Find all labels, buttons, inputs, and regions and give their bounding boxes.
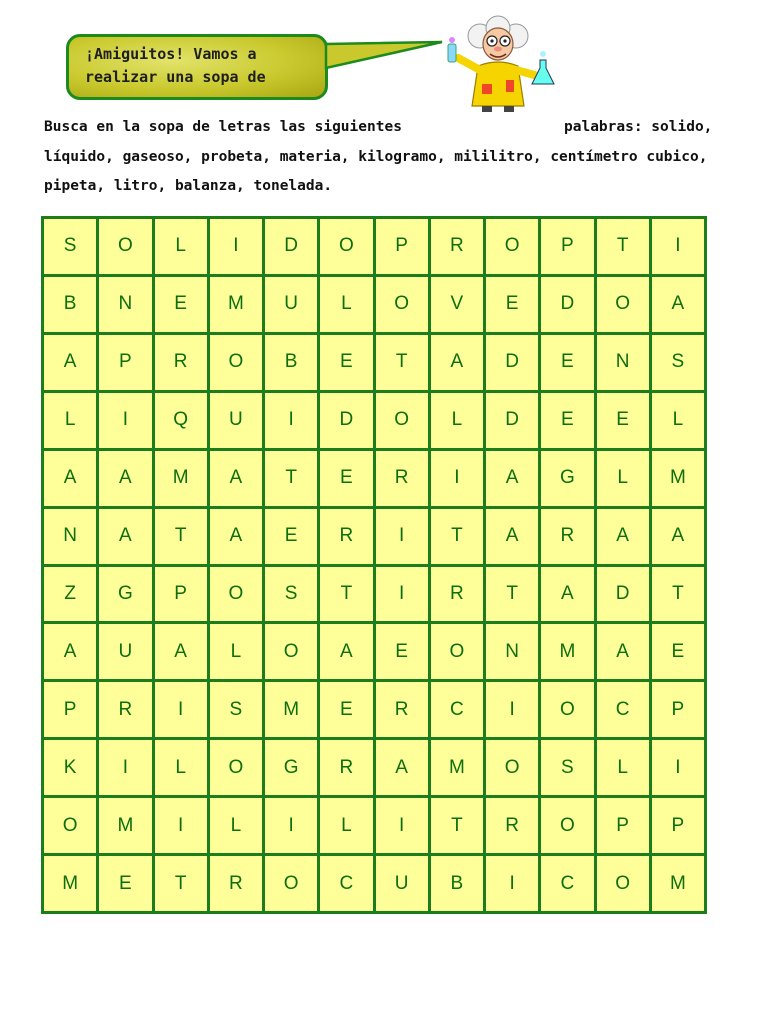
grid-cell[interactable]: M bbox=[652, 856, 704, 911]
grid-cell[interactable]: Q bbox=[155, 393, 207, 448]
grid-cell[interactable]: O bbox=[210, 740, 262, 795]
grid-cell[interactable]: T bbox=[265, 451, 317, 506]
grid-cell[interactable]: A bbox=[320, 624, 372, 679]
grid-cell[interactable]: I bbox=[652, 219, 704, 274]
instructions-line-2: líquido, gaseoso, probeta, materia, kilogramo, mililitro, centímetro cubico, bbox=[44, 149, 708, 165]
grid-cell[interactable]: I bbox=[210, 219, 262, 274]
grid-cell[interactable]: A bbox=[431, 335, 483, 390]
grid-cell[interactable]: R bbox=[155, 335, 207, 390]
grid-cell[interactable]: N bbox=[44, 509, 96, 564]
grid-cell[interactable]: P bbox=[44, 682, 96, 737]
grid-cell[interactable]: U bbox=[210, 393, 262, 448]
grid-cell[interactable]: C bbox=[597, 682, 649, 737]
grid-cell[interactable]: O bbox=[320, 219, 372, 274]
grid-cell[interactable]: D bbox=[486, 393, 538, 448]
grid-cell[interactable]: A bbox=[541, 567, 593, 622]
grid-cell[interactable]: E bbox=[597, 393, 649, 448]
grid-cell[interactable]: M bbox=[431, 740, 483, 795]
grid-cell[interactable]: B bbox=[44, 277, 96, 332]
grid-cell[interactable]: G bbox=[541, 451, 593, 506]
speech-bubble-tail bbox=[320, 40, 450, 80]
grid-cell[interactable]: R bbox=[376, 451, 428, 506]
grid-cell[interactable]: O bbox=[541, 682, 593, 737]
grid-cell[interactable]: L bbox=[210, 624, 262, 679]
grid-cell[interactable]: L bbox=[320, 798, 372, 853]
grid-cell[interactable]: D bbox=[597, 567, 649, 622]
grid-cell[interactable]: L bbox=[210, 798, 262, 853]
grid-cell[interactable]: T bbox=[431, 798, 483, 853]
grid-cell[interactable]: U bbox=[376, 856, 428, 911]
grid-cell[interactable]: P bbox=[155, 567, 207, 622]
grid-cell[interactable]: D bbox=[486, 335, 538, 390]
instructions-line-3: pipeta, litro, balanza, tonelada. bbox=[44, 178, 333, 194]
grid-cell[interactable]: E bbox=[265, 509, 317, 564]
grid-cell[interactable]: R bbox=[320, 509, 372, 564]
grid-cell[interactable]: D bbox=[265, 219, 317, 274]
grid-cell[interactable]: A bbox=[376, 740, 428, 795]
grid-cell[interactable]: S bbox=[210, 682, 262, 737]
grid-cell[interactable]: T bbox=[652, 567, 704, 622]
grid-cell[interactable]: T bbox=[431, 509, 483, 564]
word-search-grid bbox=[41, 216, 707, 914]
grid-cell[interactable]: A bbox=[99, 451, 151, 506]
grid-cell[interactable]: P bbox=[652, 798, 704, 853]
grid-cell[interactable]: A bbox=[486, 451, 538, 506]
grid-cell[interactable]: P bbox=[99, 335, 151, 390]
grid-cell[interactable]: P bbox=[541, 219, 593, 274]
grid-cell[interactable]: E bbox=[541, 393, 593, 448]
grid-cell[interactable]: C bbox=[541, 856, 593, 911]
grid-cell[interactable]: A bbox=[44, 451, 96, 506]
grid-cell[interactable]: I bbox=[376, 509, 428, 564]
grid-cell[interactable]: L bbox=[44, 393, 96, 448]
grid-cell[interactable]: L bbox=[597, 451, 649, 506]
grid-cell[interactable]: I bbox=[431, 451, 483, 506]
grid-cell[interactable]: G bbox=[99, 567, 151, 622]
grid-cell[interactable]: P bbox=[376, 219, 428, 274]
grid-cell[interactable]: O bbox=[597, 856, 649, 911]
grid-cell[interactable]: M bbox=[541, 624, 593, 679]
instructions-line-1 bbox=[44, 117, 724, 137]
grid-cell[interactable]: K bbox=[44, 740, 96, 795]
bubble-line-1: ¡Amiguitos! Vamos a bbox=[85, 45, 257, 63]
grid-cell[interactable]: A bbox=[210, 451, 262, 506]
grid-cell[interactable]: M bbox=[265, 682, 317, 737]
grid-cell[interactable]: L bbox=[320, 277, 372, 332]
grid-cell[interactable]: R bbox=[320, 740, 372, 795]
grid-cell[interactable]: I bbox=[265, 393, 317, 448]
grid-cell[interactable]: R bbox=[99, 682, 151, 737]
grid-cell[interactable]: E bbox=[320, 335, 372, 390]
grid-cell[interactable]: S bbox=[265, 567, 317, 622]
grid-cell[interactable]: L bbox=[155, 740, 207, 795]
grid-cell[interactable]: O bbox=[376, 393, 428, 448]
grid-cell[interactable]: L bbox=[597, 740, 649, 795]
grid-cell[interactable]: M bbox=[155, 451, 207, 506]
grid-cell[interactable]: E bbox=[99, 856, 151, 911]
scientist-cartoon-icon bbox=[434, 14, 562, 114]
grid-cell[interactable]: O bbox=[210, 567, 262, 622]
grid-cell[interactable]: C bbox=[431, 682, 483, 737]
grid-cell[interactable]: O bbox=[486, 219, 538, 274]
grid-cell[interactable]: E bbox=[376, 624, 428, 679]
grid-cell[interactable]: O bbox=[486, 740, 538, 795]
instructions-line-1-right: palabras: solido, bbox=[564, 119, 713, 135]
grid-cell[interactable]: M bbox=[99, 798, 151, 853]
grid-cell[interactable]: T bbox=[155, 509, 207, 564]
grid-cell[interactable]: T bbox=[486, 567, 538, 622]
grid-cell[interactable]: E bbox=[486, 277, 538, 332]
grid-cell[interactable]: E bbox=[155, 277, 207, 332]
grid-cell[interactable]: O bbox=[597, 277, 649, 332]
grid-cell[interactable]: O bbox=[265, 856, 317, 911]
grid-cell[interactable]: A bbox=[486, 509, 538, 564]
grid-cell[interactable]: O bbox=[210, 335, 262, 390]
grid-cell[interactable]: I bbox=[265, 798, 317, 853]
grid-cell[interactable]: I bbox=[155, 798, 207, 853]
grid-cell[interactable]: M bbox=[210, 277, 262, 332]
grid-cell[interactable]: A bbox=[99, 509, 151, 564]
grid-cell[interactable]: N bbox=[99, 277, 151, 332]
grid-cell[interactable]: V bbox=[431, 277, 483, 332]
grid-cell[interactable]: A bbox=[652, 277, 704, 332]
grid-cell[interactable]: Z bbox=[44, 567, 96, 622]
grid-cell[interactable]: P bbox=[597, 798, 649, 853]
speech-bubble bbox=[66, 34, 328, 100]
grid-cell[interactable]: U bbox=[265, 277, 317, 332]
grid-cell[interactable]: I bbox=[652, 740, 704, 795]
grid-cell[interactable]: O bbox=[99, 219, 151, 274]
grid-cell[interactable]: A bbox=[155, 624, 207, 679]
grid-cell[interactable]: I bbox=[155, 682, 207, 737]
grid-cell[interactable]: T bbox=[155, 856, 207, 911]
grid-cell[interactable]: N bbox=[486, 624, 538, 679]
grid-cell[interactable]: I bbox=[99, 740, 151, 795]
grid-cell[interactable]: A bbox=[652, 509, 704, 564]
grid-cell[interactable]: E bbox=[541, 335, 593, 390]
grid-cell[interactable]: T bbox=[320, 567, 372, 622]
grid-cell[interactable]: E bbox=[652, 624, 704, 679]
grid-cell[interactable]: O bbox=[265, 624, 317, 679]
grid-cell[interactable]: T bbox=[597, 219, 649, 274]
grid-cell[interactable]: E bbox=[320, 682, 372, 737]
grid-cell[interactable]: R bbox=[210, 856, 262, 911]
grid-cell[interactable]: T bbox=[376, 335, 428, 390]
grid-cell[interactable]: D bbox=[541, 277, 593, 332]
grid-cell[interactable]: R bbox=[541, 509, 593, 564]
grid-cell[interactable]: D bbox=[320, 393, 372, 448]
instructions-line-1-left: Busca en la sopa de letras las siguientes bbox=[44, 119, 402, 135]
grid-cell[interactable]: M bbox=[652, 451, 704, 506]
grid-cell[interactable]: I bbox=[376, 567, 428, 622]
grid-cell[interactable]: C bbox=[320, 856, 372, 911]
grid-cell[interactable]: G bbox=[265, 740, 317, 795]
grid-cell[interactable]: L bbox=[652, 393, 704, 448]
grid-cell[interactable]: A bbox=[597, 509, 649, 564]
grid-cell[interactable]: P bbox=[652, 682, 704, 737]
grid-cell[interactable]: A bbox=[44, 624, 96, 679]
grid-cell[interactable]: O bbox=[431, 624, 483, 679]
grid-cell[interactable]: I bbox=[486, 682, 538, 737]
grid-cell[interactable]: S bbox=[652, 335, 704, 390]
grid-cell[interactable]: E bbox=[320, 451, 372, 506]
grid-cell[interactable]: R bbox=[376, 682, 428, 737]
grid-cell[interactable]: U bbox=[99, 624, 151, 679]
grid-cell[interactable]: A bbox=[44, 335, 96, 390]
grid-cell[interactable]: M bbox=[44, 856, 96, 911]
grid-cell[interactable]: S bbox=[541, 740, 593, 795]
grid-cell[interactable]: I bbox=[99, 393, 151, 448]
grid-cell[interactable]: O bbox=[44, 798, 96, 853]
grid-cell[interactable]: B bbox=[431, 856, 483, 911]
grid-cell[interactable]: L bbox=[155, 219, 207, 274]
grid-cell[interactable]: R bbox=[486, 798, 538, 853]
bubble-line-2: realizar una sopa de bbox=[85, 68, 266, 86]
grid-cell[interactable]: O bbox=[376, 277, 428, 332]
grid-cell[interactable]: L bbox=[431, 393, 483, 448]
grid-cell[interactable]: I bbox=[486, 856, 538, 911]
grid-cell[interactable]: B bbox=[265, 335, 317, 390]
grid-cell[interactable]: N bbox=[597, 335, 649, 390]
grid-cell[interactable]: A bbox=[210, 509, 262, 564]
grid-cell[interactable]: I bbox=[376, 798, 428, 853]
grid-cell[interactable]: S bbox=[44, 219, 96, 274]
grid-cell[interactable]: R bbox=[431, 219, 483, 274]
grid-cell[interactable]: O bbox=[541, 798, 593, 853]
grid-cell[interactable]: A bbox=[597, 624, 649, 679]
grid-cell[interactable]: R bbox=[431, 567, 483, 622]
